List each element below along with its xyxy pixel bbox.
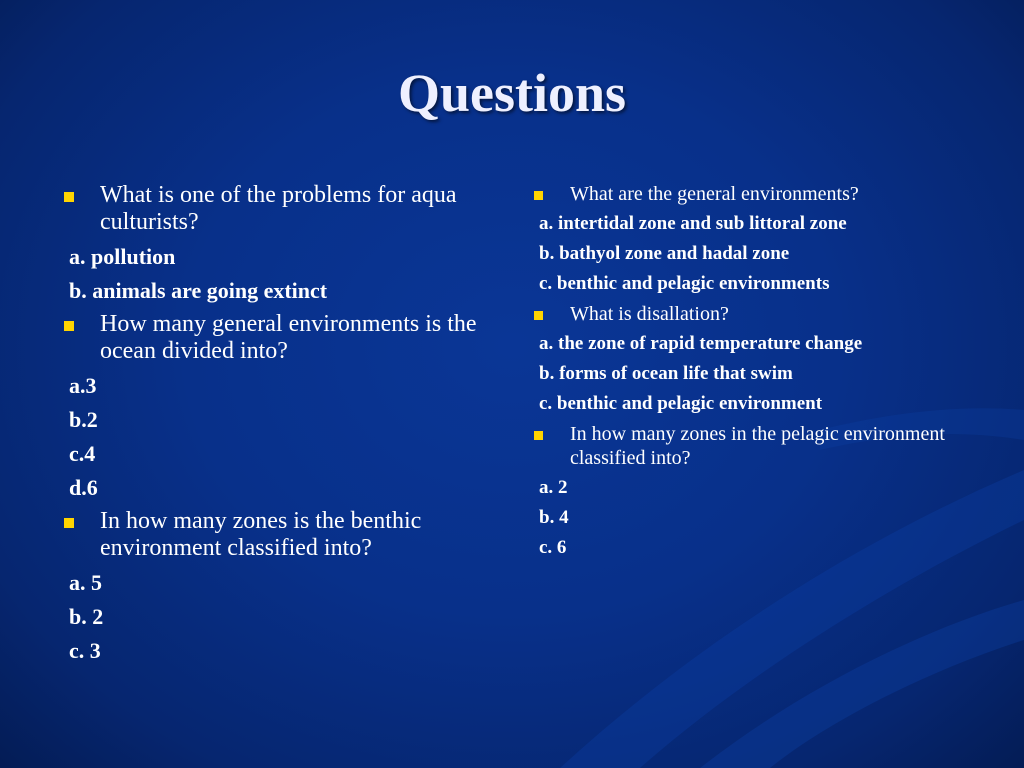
answer-option: b. animals are going extinct bbox=[69, 278, 328, 303]
answer-option: c. benthic and pelagic environments bbox=[539, 273, 830, 294]
question-text: In how many zones is the benthic environment classified into? bbox=[100, 508, 422, 561]
square-bullet-icon bbox=[534, 311, 543, 320]
square-bullet-icon bbox=[534, 431, 543, 440]
answer-option: b. bathyol zone and hadal zone bbox=[539, 243, 790, 264]
answer-option: c. 6 bbox=[539, 537, 567, 558]
square-bullet-icon bbox=[534, 191, 543, 200]
answer-option: d.6 bbox=[69, 475, 98, 500]
question-text: In how many zones in the pelagic environment classified into? bbox=[570, 423, 945, 469]
answer-option: c.4 bbox=[69, 441, 96, 466]
right-column bbox=[532, 182, 1002, 566]
question-text: What are the general environments? bbox=[570, 183, 859, 205]
answer-option: a.3 bbox=[69, 373, 97, 398]
question-item bbox=[532, 422, 1002, 470]
square-bullet-icon bbox=[64, 518, 74, 528]
answer-option: b. 4 bbox=[539, 507, 569, 528]
square-bullet-icon bbox=[64, 192, 74, 202]
square-bullet-icon bbox=[64, 321, 74, 331]
answer-option: a. pollution bbox=[69, 244, 176, 269]
answer-option: a. intertidal zone and sub littoral zone bbox=[539, 213, 847, 234]
answer-option: a. 5 bbox=[69, 570, 102, 595]
question-item bbox=[62, 182, 502, 236]
question-item bbox=[532, 182, 1002, 206]
question-item bbox=[62, 311, 502, 365]
question-item bbox=[62, 508, 502, 562]
answer-option: a. the zone of rapid temperature change bbox=[539, 333, 863, 354]
answer-option: b. 2 bbox=[69, 604, 104, 629]
answer-option: b. forms of ocean life that swim bbox=[539, 363, 793, 384]
question-text: What is one of the problems for aqua culturists? bbox=[100, 182, 457, 235]
answer-option: c. benthic and pelagic environment bbox=[539, 393, 823, 414]
question-item bbox=[532, 302, 1002, 326]
slide-title: Questions bbox=[397, 63, 627, 123]
answer-option: c. 3 bbox=[69, 638, 101, 663]
answer-option: a. 2 bbox=[539, 477, 568, 498]
question-text: What is disallation? bbox=[570, 303, 729, 325]
answer-option: b.2 bbox=[69, 407, 98, 432]
left-column bbox=[62, 182, 502, 671]
question-text: How many general environments is the ocean divided into? bbox=[100, 311, 477, 364]
